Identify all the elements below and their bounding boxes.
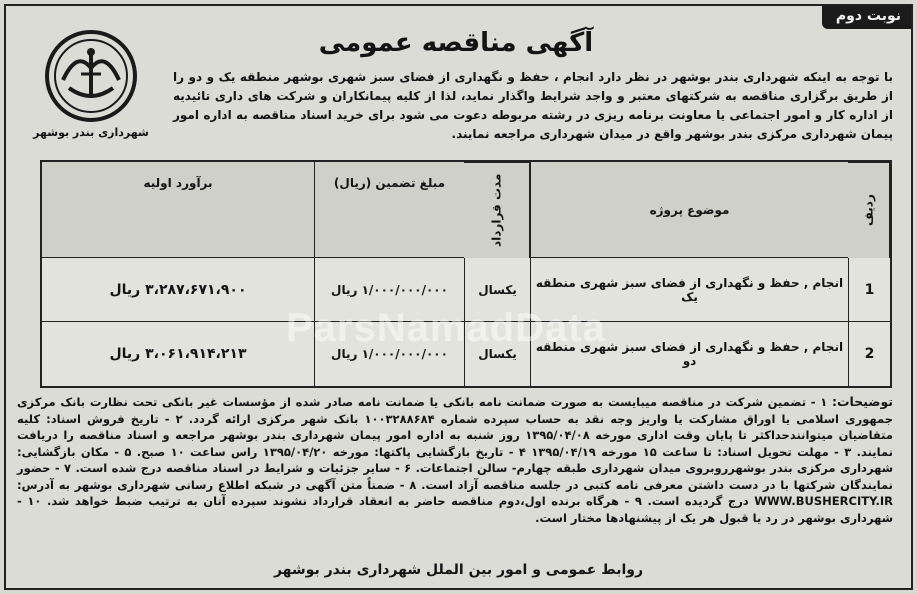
municipality-emblem-icon: [43, 28, 139, 124]
header-subject: موضوع پروژه: [530, 162, 848, 258]
row-number: 1: [848, 258, 890, 322]
row-estimate: ۳،۰۶۱،۹۱۴،۲۱۳ ریال: [109, 346, 247, 362]
row-duration: یکسال: [464, 322, 530, 386]
row-guarantee: ۱/۰۰۰/۰۰۰/۰۰۰ ریال: [314, 258, 464, 322]
row-subject: انجام , حفظ و نگهداری از فضای سبز شهری منطقه یک: [530, 258, 848, 322]
round-badge: نوبت دوم: [822, 4, 913, 29]
row-duration: یکسال: [464, 258, 530, 322]
intro-paragraph: با توجه به اینکه شهرداری بندر بوشهر در نظر دارد انجام ، حفظ و نگهداری از فضای سبز شهری بوشهر منطقه یک و دو را از طریق برگزاری مناقصه به شرکتهای معتبر و واجد شرایط واگذار نماید، لذا از کلیه پیمانکاران و شرکت های داری تائیدیه از اداره کار و امور اجتماعی یا معاونت برنامه ریزی در رشته مربوطه دعوت می شود برای خرید اسناد مناقصه به اداره امور پیمان شهرداری مرکزی بندر بوشهر واقع در میدان شهرداری مراجعه نمایند.: [173, 70, 893, 141]
row-subject: انجام , حفظ و نگهداری از فضای سبز شهری منطقه دو: [530, 322, 848, 386]
page-title: آگهی مناقصه عمومی: [318, 28, 594, 58]
tender-notice: [4, 4, 913, 590]
municipality-logo: [16, 28, 166, 144]
header-duration: مدت قرارداد: [464, 162, 530, 258]
watermark: ParsNamadData: [286, 306, 606, 350]
header-guarantee: مبلغ تضمین (ریال): [314, 162, 464, 258]
notes-label: توضیحات:: [832, 394, 893, 409]
tender-table: [40, 160, 892, 388]
notes-text: ۱ - تضمین شرکت در مناقصه میبایست به صورت ضمانت نامه بانکی یا ضمانت نامه صادر شده از مؤسسات غیر بانکی تحت نظارت بانک مرکزی جمهوری اسلامی یا اوراق مشارکت یا واریز وجه نقد به حساب سپرده شماره ۱۰۰۳۲۸۸۶۸۴ بانک شهر مرکزی ارائه گردد. ۲ - تاریخ فروش اسناد: کلیه متقاضیان میتوانندحداکثر تا پایان وقت اداری مورخه ۱۳۹۵/۰۴/۰۸ روز شنبه به اداره امور پیمان شهرداری بندر بوشهر مراجعه و اسناد مناقصه را دریافت نمایند. ۳ - مهلت تحویل اسناد: تا ساعت ۱۵ مورخه ۱۳۹۵/۰۴/۱۹ ۴ - تاریخ بازگشایی پاکتها: مورخه ۱۳۹۵/۰۴/۲۰ راس ساعت ۱۰ صبح. ۵ - مکان بازگشایی: شهرداری مرکزی بندر بوشهرروبروی میدان شهرداری طبقه چهارم- سالن اجتماعات. ۶ - سایر جزئیات و شرایط در اسناد مناقصه درج شده است. ۷ - حضور نمایندگان شرکتها با در دست داشتن معرفی نامه کتبی در جلسه مناقصه آزاد است. ۸ - ضمناً متن آگهی در شبکه اطلاع رسانی شهرداری بوشهر به آدرس: WWW.BUSHERCITY.IR درج گردیده است. ۹ - هرگاه برنده اول،دوم مناقصه حاضر به انعقاد قرارداد نشوند سپرده آنان به ترتیب ضبط خواهد شد. ۱۰ - شهرداری بوشهر در رد یا قبول هر یک از پیشنهادها مختار است.: [17, 395, 894, 525]
header-row-number: ردیف: [848, 162, 890, 258]
row-number: 2: [848, 322, 890, 386]
notes: [17, 394, 893, 526]
header-estimate: برآورد اولیه: [42, 162, 314, 258]
logo-caption: شهرداری بندر بوشهر: [33, 126, 149, 139]
footer-signature: روابط عمومی و امور بین الملل شهرداری بندر بوشهر: [273, 562, 644, 578]
row-guarantee: ۱/۰۰۰/۰۰۰/۰۰۰ ریال: [314, 322, 464, 386]
row-estimate: ۳،۲۸۷،۶۷۱،۹۰۰ ریال: [42, 258, 314, 322]
